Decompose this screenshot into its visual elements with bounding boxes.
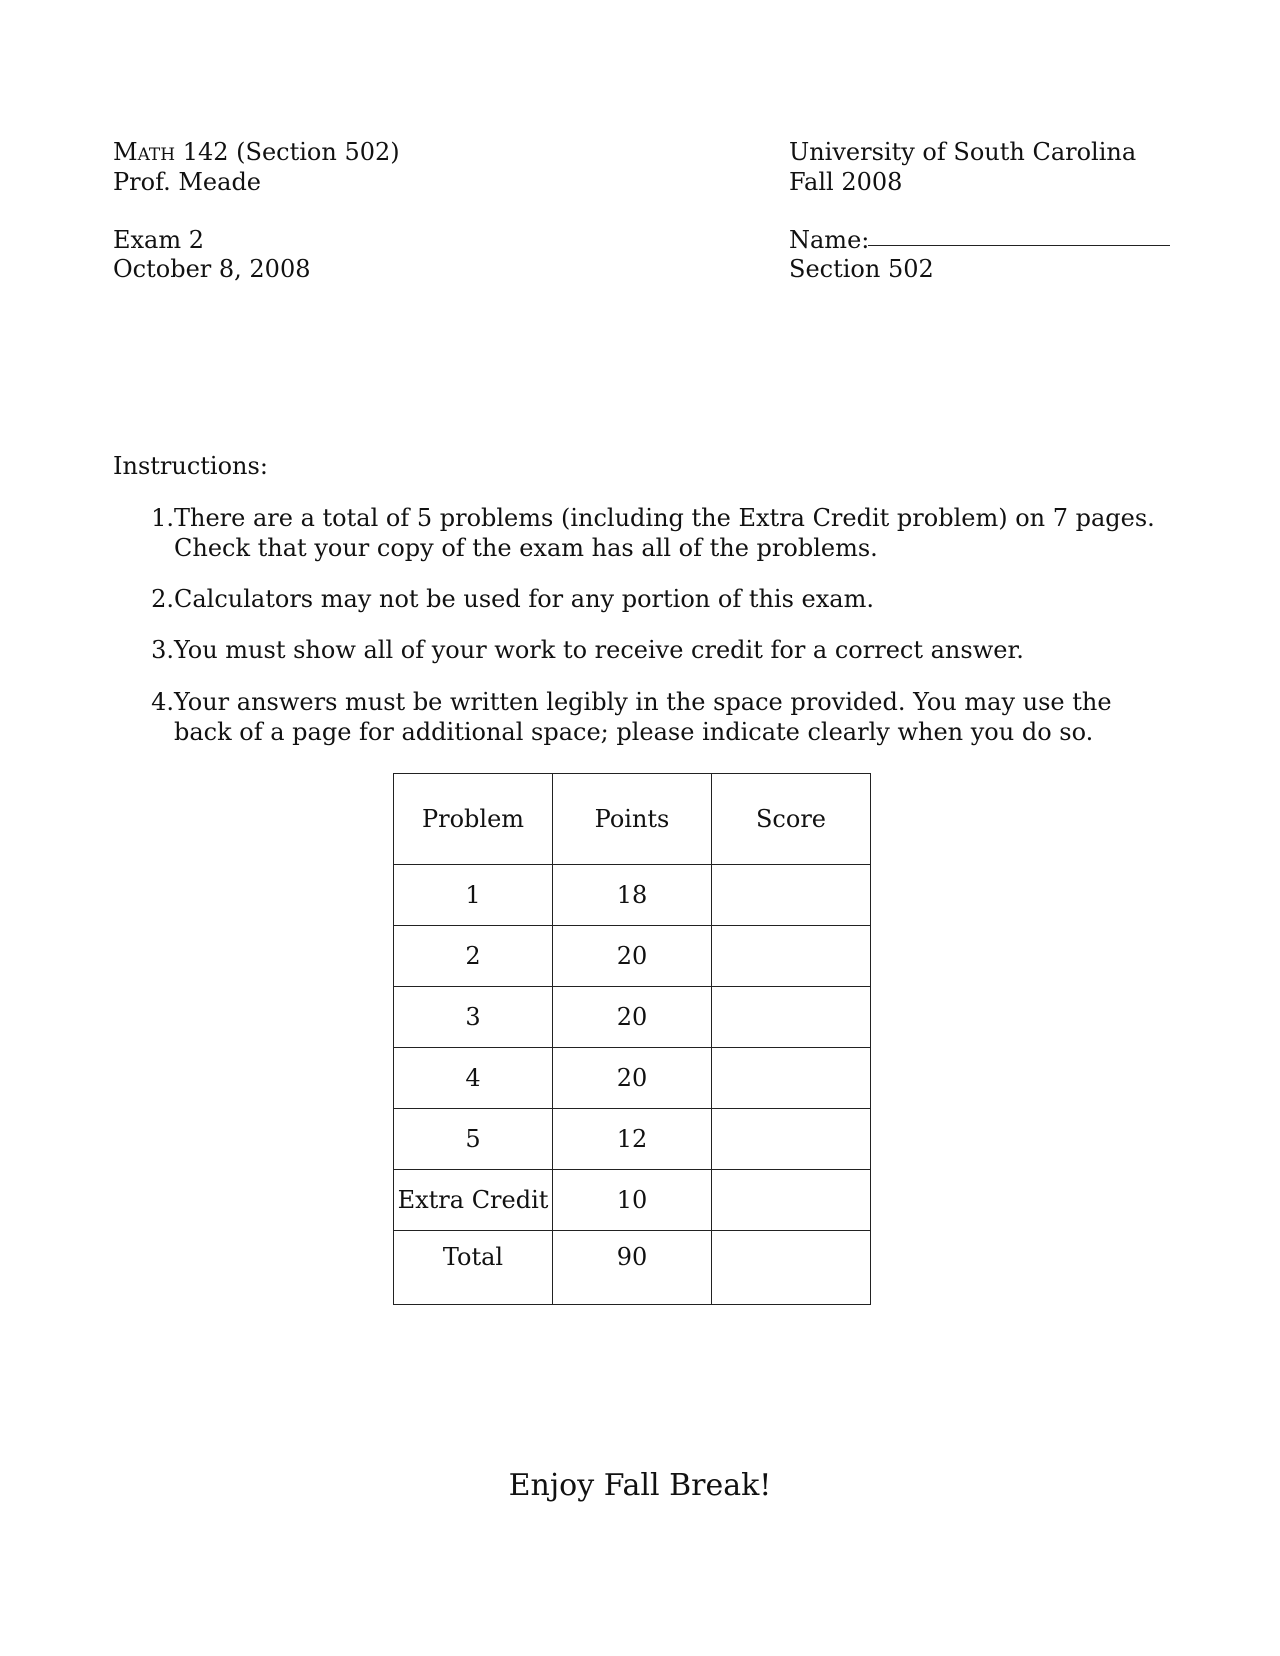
instruction-text: Your answers must be written legibly in the space provided. You may use the back of a page for additional space; please indicate clearly when you do so. — [174, 688, 1112, 746]
points-cell: 20 — [553, 987, 712, 1048]
score-cell[interactable] — [712, 1231, 871, 1305]
problem-cell: Total — [394, 1231, 553, 1305]
table-row — [394, 1048, 871, 1109]
instruction-text: You must show all of your work to receive credit for a correct answer. — [174, 636, 1024, 664]
problem-cell: 1 — [394, 865, 553, 926]
table-row-total — [394, 1231, 871, 1305]
score-cell[interactable] — [712, 926, 871, 987]
score-cell[interactable] — [712, 1170, 871, 1231]
professor: Prof. Meade — [113, 168, 262, 196]
header-score: Score — [712, 774, 871, 865]
instruction-number: 1. — [151, 504, 174, 532]
section-label: Section 502 — [789, 255, 934, 283]
course-section: 142 (Section 502) — [175, 138, 400, 166]
problem-cell: 4 — [394, 1048, 553, 1109]
problem-cell: 2 — [394, 926, 553, 987]
instructions-heading: Instructions: — [113, 452, 268, 480]
instruction-text: Calculators may not be used for any portion of this exam. — [174, 585, 874, 613]
score-table — [393, 773, 871, 1305]
points-cell: 20 — [553, 1048, 712, 1109]
score-cell[interactable] — [712, 987, 871, 1048]
table-row — [394, 1109, 871, 1170]
name-label: Name: — [789, 226, 870, 254]
points-cell: 10 — [553, 1170, 712, 1231]
table-row — [394, 926, 871, 987]
table-row — [394, 987, 871, 1048]
points-cell: 12 — [553, 1109, 712, 1170]
score-cell[interactable] — [712, 1048, 871, 1109]
points-cell: 90 — [553, 1231, 712, 1305]
points-cell: 20 — [553, 926, 712, 987]
table-row — [394, 1170, 871, 1231]
name-blank-line[interactable] — [868, 245, 1170, 246]
score-cell[interactable] — [712, 1109, 871, 1170]
instruction-number: 2. — [151, 585, 174, 613]
university: University of South Carolina — [789, 138, 1137, 166]
exam-date: October 8, 2008 — [113, 255, 311, 283]
table-row — [394, 865, 871, 926]
course-name: Math — [113, 138, 176, 166]
instruction-number: 3. — [151, 636, 174, 664]
points-cell: 18 — [553, 865, 712, 926]
table-header-row — [394, 774, 871, 865]
problem-cell: 5 — [394, 1109, 553, 1170]
course-title — [113, 138, 400, 167]
problem-cell: Extra Credit — [394, 1170, 553, 1231]
header-problem: Problem — [394, 774, 553, 865]
exam-title: Exam 2 — [113, 226, 205, 254]
header-points: Points — [553, 774, 712, 865]
problem-cell: 3 — [394, 987, 553, 1048]
score-cell[interactable] — [712, 865, 871, 926]
term: Fall 2008 — [789, 168, 903, 196]
footer-message: Enjoy Fall Break! — [508, 1468, 772, 1503]
instruction-number: 4. — [151, 688, 174, 716]
instruction-text: There are a total of 5 problems (including the Extra Credit problem) on 7 pages. Check that your copy of the exam has all of the problems. — [174, 504, 1155, 562]
